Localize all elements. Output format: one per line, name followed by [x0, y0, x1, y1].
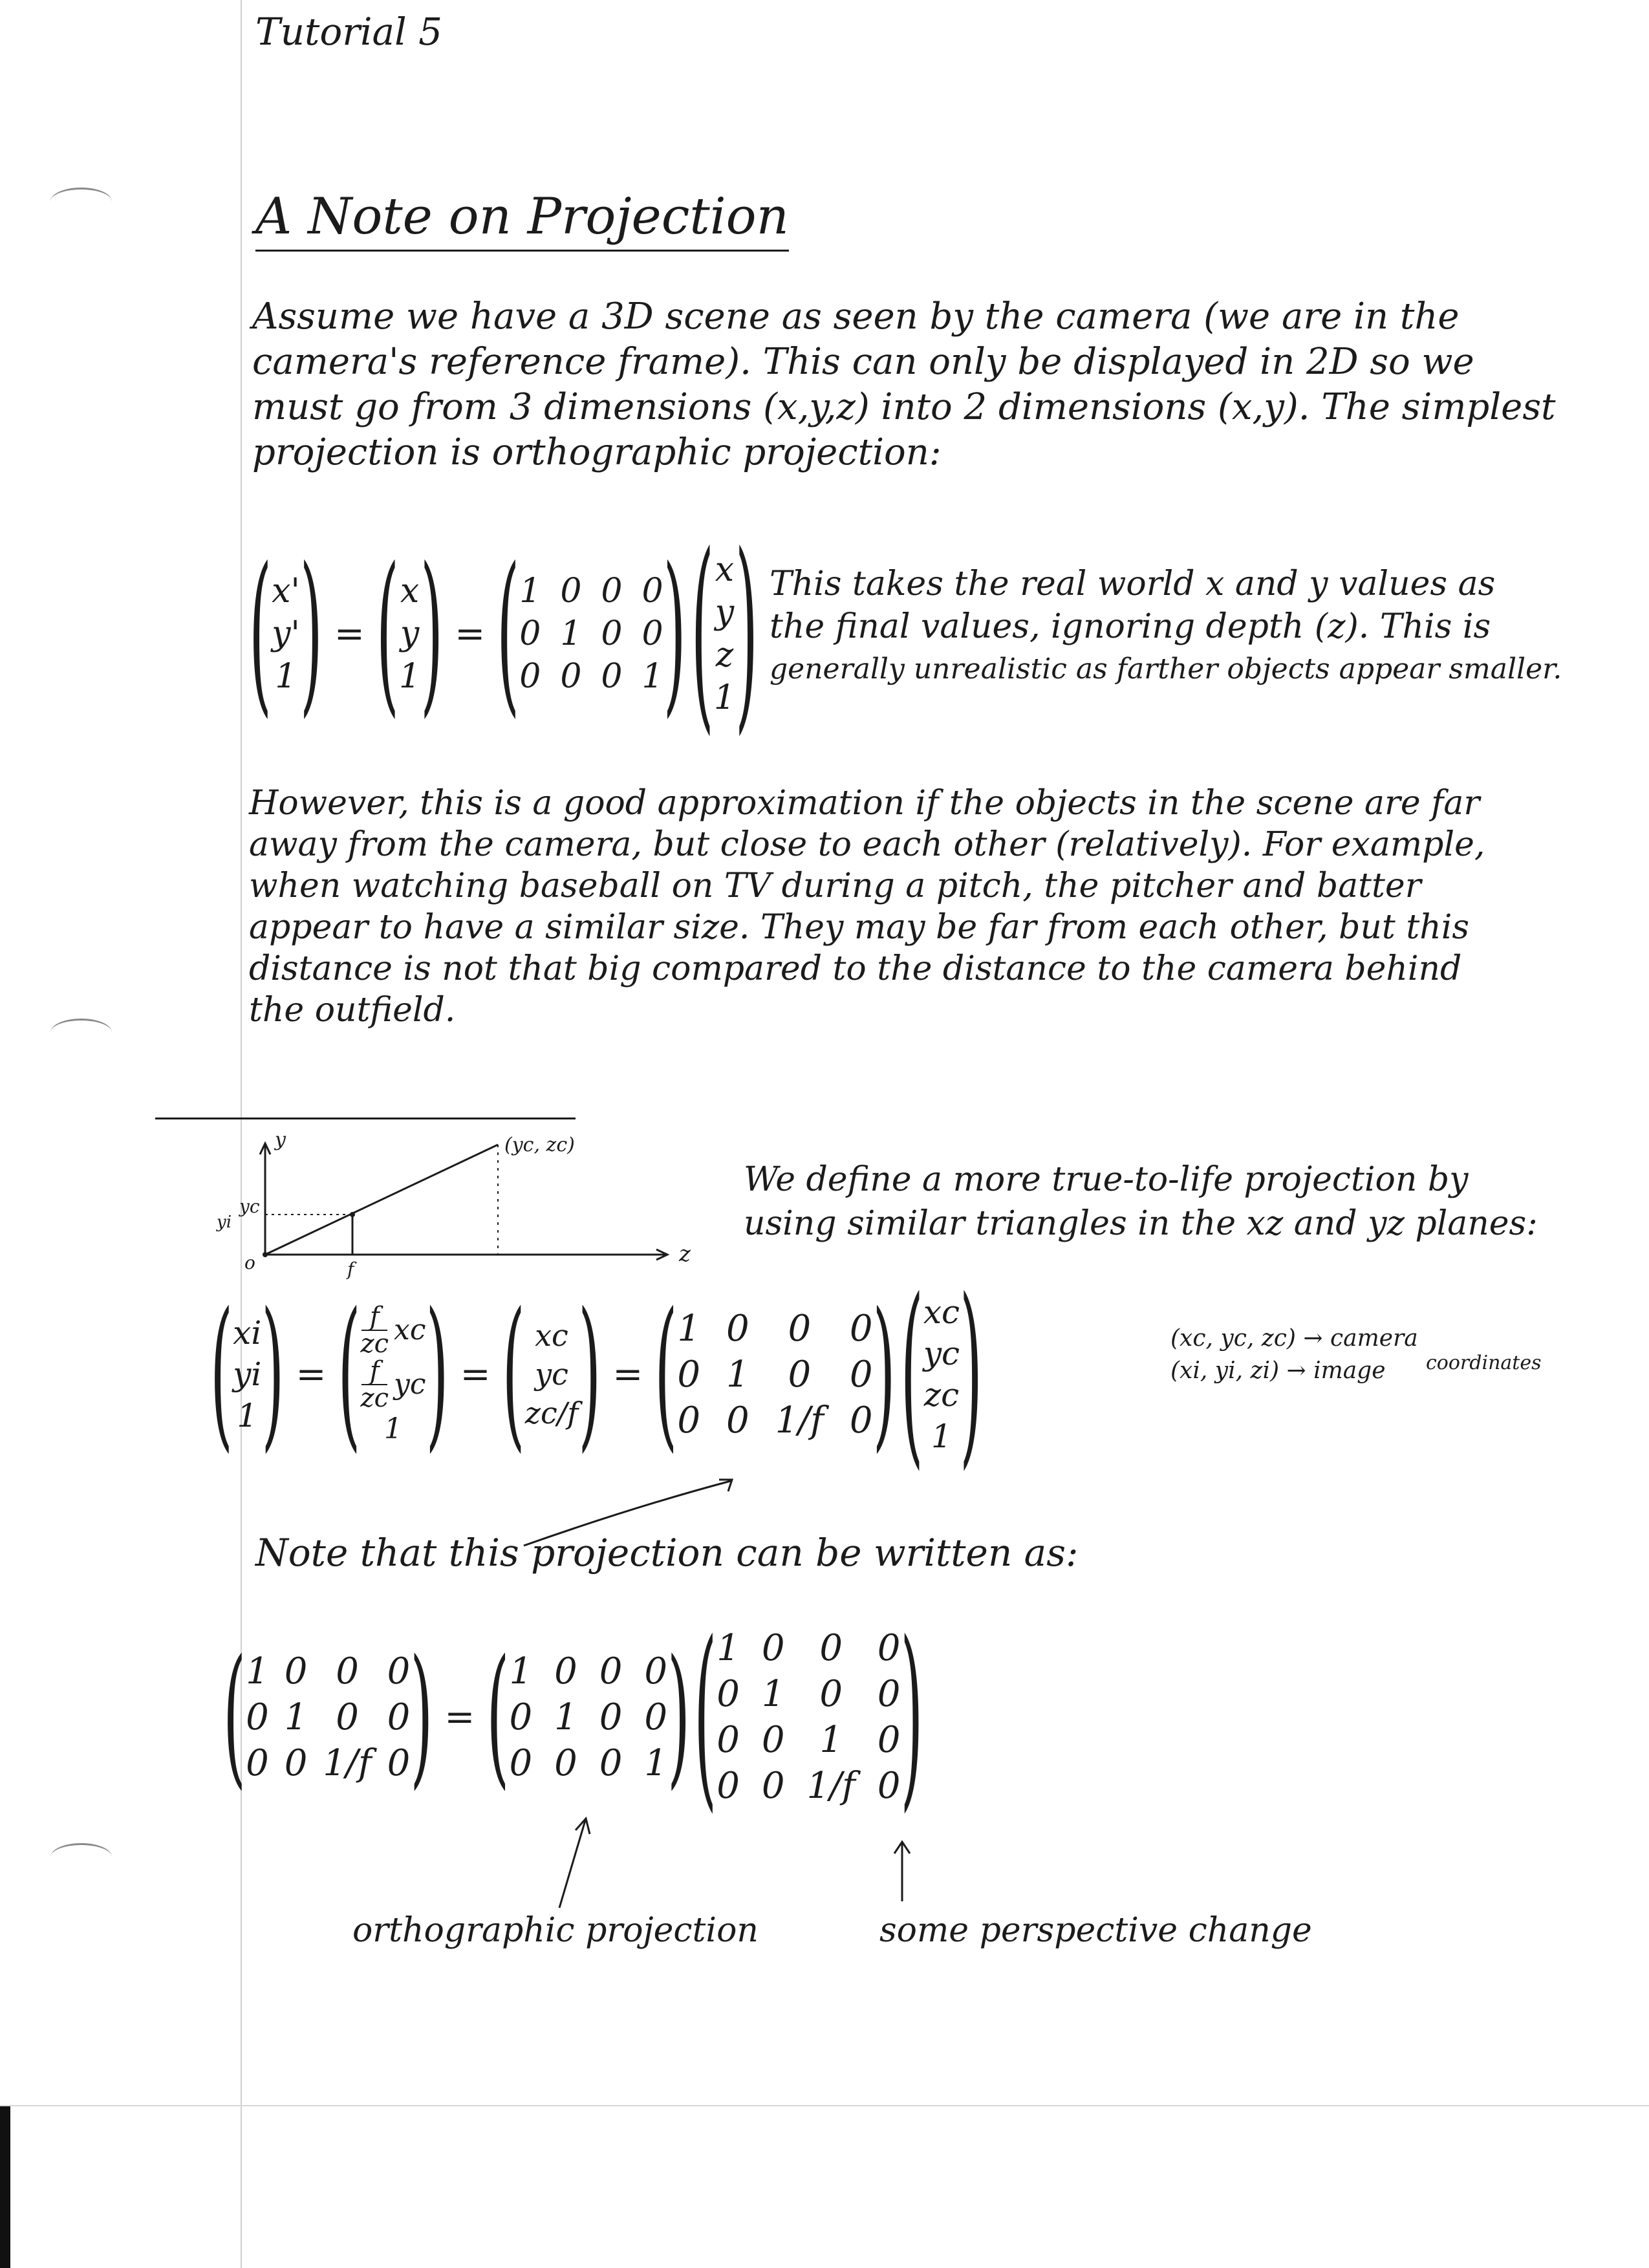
persp-matrix-cell: 0: [788, 1353, 812, 1396]
f-label: f: [347, 1258, 354, 1280]
ortho-lhs-cell: x': [272, 572, 300, 610]
ortho-vec-cell: x: [715, 550, 735, 589]
equals-sign: =: [455, 612, 486, 655]
decomp-persp-cell: 0: [877, 1627, 901, 1669]
decomp-ortho-cell: 0: [599, 1742, 623, 1784]
ortho-lhs-cell: 1: [275, 657, 297, 696]
ortho-vec-cell: y: [715, 593, 735, 632]
persp-step2-cell: zc/f: [524, 1396, 579, 1431]
persp-matrix-cell: 0: [788, 1307, 812, 1350]
decomp-equation: ( 1 0 0 0 0 1 0 0 0 0 1/f 0 ) = ( 1 0 0 0 0 1 0 0 0 0 0 1 ) ( 1 0 0 0 0 1 0 0 0 0 1 0 0 0 1/f 0 ): [223, 1600, 923, 1831]
persp-step1-y: [360, 1355, 426, 1413]
decomp-persp-cell: 0: [819, 1673, 843, 1715]
decomp-lhs-cell: 0: [284, 1742, 308, 1784]
ortho-note-line: the final values, ignoring depth (z). This is: [770, 607, 1491, 646]
ortho-mid-cell: y: [400, 614, 420, 653]
decomp-lhs-cell: 0: [387, 1650, 411, 1692]
decomp-persp-cell: 1: [819, 1719, 843, 1761]
perspective-note-line: using similar triangles in the xz and yz planes:: [744, 1204, 1538, 1243]
ortho-matrix-cell: 0: [641, 572, 663, 610]
however-line: when watching baseball on TV during a pitch, the pitcher and batter: [249, 867, 1421, 905]
ortho-matrix-cell: 0: [601, 657, 623, 696]
decomp-lhs-cell: 0: [246, 1696, 269, 1738]
however-line: However, this is a good approximation if the objects in the scene are far: [249, 784, 1480, 823]
decomp-persp-cell: 0: [761, 1627, 785, 1669]
persp-vec-cell: xc: [923, 1293, 960, 1331]
decomp-ortho-cell: 1: [509, 1650, 533, 1692]
ortho-lhs-cell: y': [272, 614, 300, 653]
scan-edge: [0, 2105, 10, 2268]
persp-matrix-cell: 0: [849, 1307, 873, 1350]
ortho-vec-cell: 1: [713, 678, 735, 717]
punch-hole: [50, 188, 112, 215]
persp-lhs-cell: yi: [233, 1355, 262, 1393]
decomp-ortho-cell: 1: [644, 1742, 668, 1784]
persp-matrix-cell: 0: [849, 1353, 873, 1396]
persp-step1-x: [360, 1301, 426, 1359]
similar-triangles-diagram: [213, 1125, 744, 1280]
section-heading: A Note on Projection: [255, 188, 789, 252]
ortho-matrix-cell: 0: [519, 614, 541, 653]
ortho-matrix-cell: 0: [601, 572, 623, 610]
perspective-note-line: We define a more true-to-life projection by: [744, 1160, 1469, 1199]
equals-sign: =: [296, 1353, 327, 1396]
decomp-persp-cell: 0: [717, 1673, 740, 1715]
decomp-persp-cell: 1/f: [806, 1765, 856, 1807]
decomp-lhs-cell: 1/f: [323, 1742, 372, 1784]
decomp-ortho-cell: 0: [599, 1696, 623, 1738]
frac-den: zc: [360, 1383, 389, 1413]
decomp-lhs-cell: 0: [336, 1650, 359, 1692]
persp-lhs-cell: xi: [233, 1314, 262, 1352]
ortho-matrix-cell: 0: [641, 614, 663, 653]
persp-vec-cell: zc: [923, 1376, 960, 1414]
origin-point: [263, 1252, 268, 1257]
decomp-persp-cell: 0: [717, 1765, 740, 1807]
ortho-note: [770, 563, 1562, 691]
perspective-note: [744, 1158, 1538, 1246]
ortho-mid-cell: 1: [398, 657, 421, 696]
legend-camera: (xc, yc, zc) → camera: [1170, 1325, 1418, 1352]
ortho-matrix-cell: 0: [560, 572, 582, 610]
equals-sign: =: [612, 1353, 643, 1396]
axis-y-label: y: [275, 1129, 286, 1151]
ortho-matrix-cell: 0: [519, 657, 541, 696]
frac-num: f: [369, 1355, 380, 1386]
persp-matrix-cell: 0: [677, 1399, 701, 1442]
however-paragraph: [249, 783, 1485, 1031]
persp-matrix-cell: 0: [726, 1307, 749, 1350]
ortho-matrix-cell: 1: [560, 614, 582, 653]
image-point: [350, 1212, 355, 1217]
equals-sign: =: [460, 1353, 491, 1396]
step1-x-var: xc: [394, 1313, 426, 1346]
yi-label: yi: [217, 1213, 232, 1232]
label-persp: some perspective change: [879, 1911, 1312, 1950]
punch-hole: [50, 1019, 112, 1046]
point-label: (yc, zc): [504, 1134, 575, 1156]
decomp-ortho-cell: 0: [509, 1696, 533, 1738]
scan-edge-line: [0, 2105, 1649, 2106]
decomp-lhs-cell: 0: [387, 1696, 411, 1738]
decomp-lhs-cell: 0: [284, 1650, 308, 1692]
persp-matrix-cell: 0: [849, 1399, 873, 1442]
axis-z-label: z: [679, 1241, 691, 1267]
intro-line: Assume we have a 3D scene as seen by the camera (we are in the: [252, 296, 1460, 338]
ortho-note-line: generally unrealistic as farther objects appear smaller.: [770, 653, 1562, 686]
persp-matrix-cell: 0: [677, 1353, 701, 1396]
equals-sign: =: [444, 1696, 475, 1738]
persp-step2-cell: yc: [535, 1357, 568, 1392]
ortho-matrix-cell: 1: [641, 657, 663, 696]
decomp-persp-cell: 0: [717, 1719, 740, 1761]
decomp-ortho-cell: 0: [599, 1650, 623, 1692]
frac-den: zc: [360, 1328, 389, 1359]
coord-legend: [1170, 1323, 1418, 1387]
intro-line: projection is orthographic projection:: [252, 431, 942, 473]
decomp-ortho-cell: 0: [554, 1650, 577, 1692]
decomp-persp-cell: 0: [819, 1627, 843, 1669]
however-line: away from the camera, but close to each other (relatively). For example,: [249, 825, 1485, 864]
origin-label: o: [244, 1252, 255, 1273]
decomp-lhs-cell: 1: [246, 1650, 269, 1692]
intro-line: must go from 3 dimensions (x,y,z) into 2 dimensions (x,y). The simplest: [252, 386, 1556, 428]
ortho-arrow: [550, 1811, 601, 1914]
frac: [360, 1301, 389, 1359]
page-title: Tutorial 5: [255, 10, 443, 54]
decomp-lhs-cell: 0: [246, 1742, 269, 1784]
persp-matrix-cell: 1: [726, 1353, 749, 1396]
persp-arrow: [883, 1837, 921, 1908]
intro-line: camera's reference frame). This can only be displayed in 2D so we: [252, 341, 1474, 383]
ortho-vec-cell: z: [715, 636, 734, 675]
decomp-intro: Note that this projection can be written as:: [255, 1531, 1079, 1575]
however-line: appear to have a similar size. They may be far from each other, but this: [249, 908, 1470, 947]
projection-ray: [265, 1145, 498, 1255]
decomp-ortho-cell: 0: [644, 1650, 668, 1692]
perspective-equation: ( xi yi 1 ) = ( f zc xc f zc yc 1 ) = ( xc yc zc/f ) = ( 1 0 0 0 0 1 0 0 0 0 1/f 0 ) ( xc yc zc 1 ): [210, 1257, 983, 1489]
persp-matrix-cell: 1: [677, 1307, 701, 1350]
decomp-persp-cell: 0: [761, 1719, 785, 1761]
legend-image: (xi, yi, zi) → image: [1170, 1357, 1386, 1384]
punch-hole: [50, 1843, 112, 1871]
however-line: distance is not that big compared to the distance to the camera behind: [249, 949, 1462, 988]
section-divider: [155, 1118, 576, 1119]
persp-vec-cell: yc: [923, 1335, 960, 1372]
persp-lhs-cell: 1: [237, 1397, 258, 1434]
decomp-persp-cell: 0: [877, 1765, 901, 1807]
decomp-lhs-cell: 0: [336, 1696, 359, 1738]
decomp-ortho-cell: 0: [509, 1742, 533, 1784]
decomp-persp-cell: 0: [761, 1765, 785, 1807]
decomp-persp-cell: 1: [717, 1627, 740, 1669]
ortho-matrix-cell: 1: [519, 572, 541, 610]
ortho-mid-cell: x: [400, 572, 420, 610]
decomp-ortho-cell: 1: [554, 1696, 577, 1738]
ortho-note-line: This takes the real world x and y values as: [770, 565, 1496, 603]
label-ortho: orthographic projection: [352, 1911, 759, 1950]
intro-paragraph: [252, 294, 1556, 475]
decomp-persp-cell: 0: [877, 1719, 901, 1761]
decomp-persp-cell: 1: [761, 1673, 785, 1715]
however-line: the outfield.: [249, 991, 456, 1030]
decomp-persp-cell: 0: [877, 1673, 901, 1715]
decomp-ortho-cell: 0: [554, 1742, 577, 1784]
persp-matrix-cell: 0: [726, 1399, 749, 1442]
frac: [360, 1355, 389, 1413]
decomp-ortho-cell: 0: [644, 1696, 668, 1738]
persp-vec-cell: 1: [931, 1418, 952, 1455]
decomp-lhs-cell: 0: [387, 1742, 411, 1784]
ortho-matrix-cell: 0: [601, 614, 623, 653]
persp-matrix-cell: 1/f: [775, 1399, 824, 1442]
step1-y-var: yc: [394, 1368, 426, 1401]
equals-sign: =: [334, 612, 365, 655]
frac-num: f: [369, 1301, 380, 1332]
persp-step1-one: 1: [384, 1412, 403, 1445]
ortho-matrix-cell: 0: [560, 657, 582, 696]
ortho-arrow-line: [559, 1820, 585, 1908]
ortho-equation: ( x' y' 1 ) = ( x y 1 ) = ( 1 0 0 0 0 1 0 0 0 0 0 1 ) ( x y z 1 ): [249, 510, 759, 755]
decomp-lhs-cell: 1: [284, 1696, 308, 1738]
legend-coordinates: coordinates: [1426, 1352, 1542, 1374]
persp-step2-cell: xc: [535, 1318, 568, 1353]
yc-label: yc: [239, 1196, 260, 1217]
